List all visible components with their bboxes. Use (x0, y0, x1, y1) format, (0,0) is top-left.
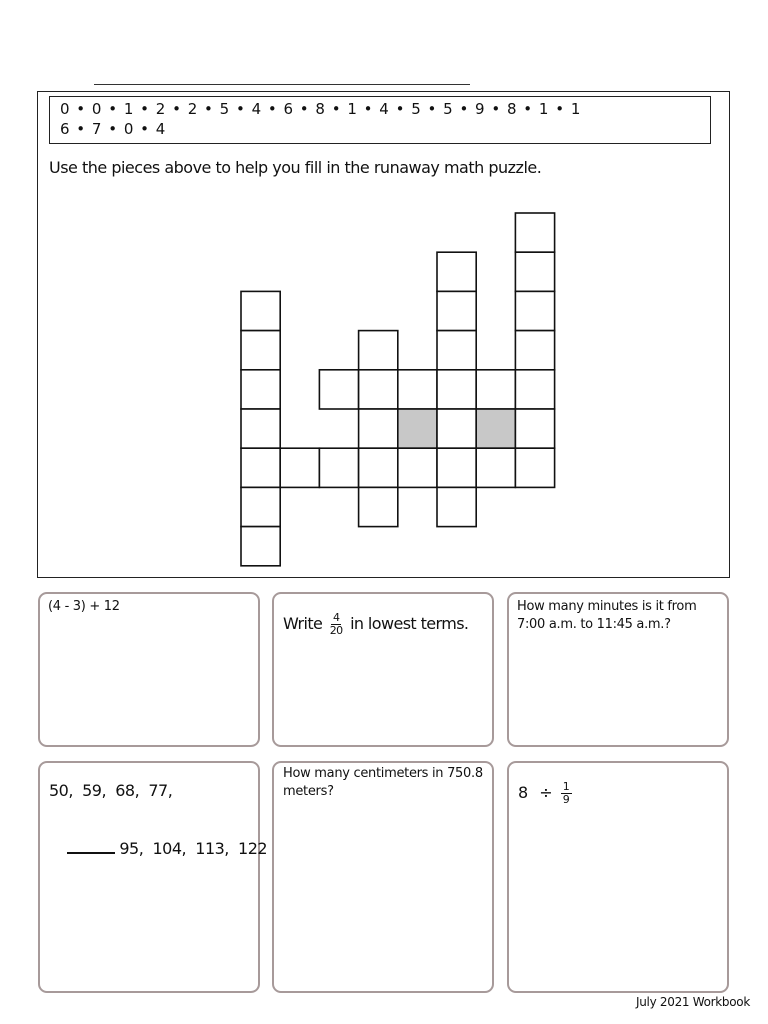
fraction-1-9 (561, 781, 572, 806)
grid-cell[interactable] (241, 370, 280, 409)
grid-cell[interactable] (319, 448, 358, 487)
grid-cell[interactable] (515, 370, 554, 409)
grid-cell[interactable] (515, 213, 554, 252)
grid-cell-shaded (398, 409, 437, 448)
grid-cell[interactable] (241, 527, 280, 566)
grid-cell[interactable] (476, 448, 515, 487)
fraction-denominator: 20 (329, 624, 343, 637)
problem-2-text (283, 612, 468, 637)
problem-6-dividend: 8 (518, 783, 529, 802)
grid-cell[interactable] (515, 331, 554, 370)
grid-cell[interactable] (359, 331, 398, 370)
grid-cell[interactable] (241, 487, 280, 526)
grid-cell[interactable] (359, 370, 398, 409)
fraction-denominator: 9 (562, 793, 570, 806)
grid-cell[interactable] (437, 331, 476, 370)
fraction-numerator: 4 (332, 611, 340, 624)
problem-2-prefix: Write (283, 614, 323, 633)
grid-cell[interactable] (319, 370, 358, 409)
problem-2-suffix: in lowest terms. (350, 614, 469, 633)
grid-cell[interactable] (241, 291, 280, 330)
number-pieces-line-1: 0 • 0 • 1 • 2 • 2 • 5 • 4 • 6 • 8 • 1 • 4 • 5 • 5 • 9 • 8 • 1 • 1 (60, 100, 582, 118)
grid-cell[interactable] (359, 409, 398, 448)
grid-cell[interactable] (476, 370, 515, 409)
division-operator: ÷ (539, 783, 553, 802)
problem-6-text (518, 781, 575, 806)
number-pieces-line-2: 6 • 7 • 0 • 4 (60, 120, 167, 138)
grid-cell[interactable] (359, 487, 398, 526)
grid-cell[interactable] (398, 370, 437, 409)
problem-3-text: How many minutes is it from 7:00 a.m. to 11:45 a.m.? (517, 599, 697, 632)
problem-card-1 (38, 592, 260, 747)
answer-blank[interactable] (67, 838, 115, 854)
grid-cell[interactable] (398, 448, 437, 487)
problem-4-sequence: 95, 104, 113, 122 (119, 839, 268, 858)
problem-card-4 (38, 761, 268, 993)
problem-card-2 (272, 592, 494, 747)
grid-cell[interactable] (359, 448, 398, 487)
grid-cell[interactable] (241, 331, 280, 370)
grid-cell[interactable] (437, 370, 476, 409)
fraction-numerator: 1 (562, 780, 570, 793)
problem-4-line-1: 50, 59, 68, 77, (49, 781, 173, 800)
grid-cell-shaded (476, 409, 515, 448)
grid-cell[interactable] (515, 291, 554, 330)
problem-4-line-2 (49, 819, 267, 877)
grid-cell[interactable] (515, 448, 554, 487)
fraction-4-20 (330, 612, 343, 637)
grid-cell[interactable] (241, 409, 280, 448)
grid-cell[interactable] (437, 291, 476, 330)
problem-1-text: (4 - 3) + 12 (48, 599, 120, 614)
grid-cell[interactable] (515, 409, 554, 448)
grid-cell[interactable] (437, 409, 476, 448)
grid-cell[interactable] (437, 487, 476, 526)
problem-card-6 (507, 761, 729, 993)
grid-cell[interactable] (437, 448, 476, 487)
grid-cell[interactable] (515, 252, 554, 291)
problem-5-text: How many centimeters in 750.8 meters? (283, 766, 483, 799)
grid-cell[interactable] (241, 448, 280, 487)
problem-card-5 (272, 761, 494, 993)
footer: July 2021 Workbook (636, 995, 750, 1009)
grid-cell[interactable] (437, 252, 476, 291)
instructions: Use the pieces above to help you fill in the runaway math puzzle. (49, 158, 542, 177)
problem-card-3 (507, 592, 729, 747)
grid-cell[interactable] (280, 448, 319, 487)
